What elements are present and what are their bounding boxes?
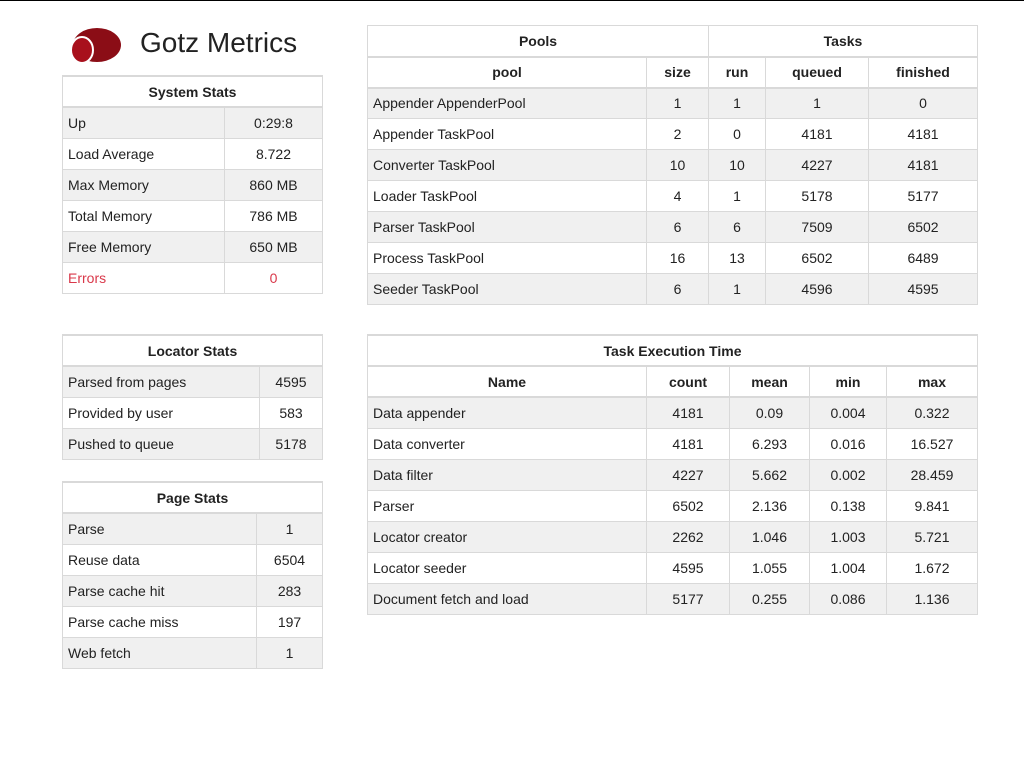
pool-name: Process TaskPool: [368, 243, 647, 274]
table-row: [368, 150, 978, 181]
pool-run: 13: [709, 243, 766, 274]
task-min: 0.086: [810, 583, 887, 614]
task-max: 1.136: [887, 583, 978, 614]
pool-size: 2: [647, 119, 709, 150]
task-count: 2262: [647, 521, 730, 552]
stat-value-total-memory: 786 MB: [225, 200, 323, 231]
column-header-name: Name: [368, 366, 647, 397]
page-stats-title: Page Stats: [63, 482, 323, 513]
table-row: [368, 119, 978, 150]
pool-queued: 6502: [766, 243, 869, 274]
task-max: 16.527: [887, 428, 978, 459]
pool-finished: 4595: [869, 274, 978, 305]
table-row: [368, 243, 978, 274]
task-max: 9.841: [887, 490, 978, 521]
page-stats-table: [62, 481, 323, 669]
task-mean: 1.046: [730, 521, 810, 552]
stat-value-max-memory: 860 MB: [225, 169, 323, 200]
table-row: [63, 366, 323, 397]
pool-name: Appender AppenderPool: [368, 88, 647, 119]
locator-label-pushed: Pushed to queue: [63, 428, 260, 459]
stat-label-total-memory: Total Memory: [63, 200, 225, 231]
task-name: Data appender: [368, 397, 647, 428]
system-stats-title: System Stats: [63, 76, 323, 107]
page-label-cache-hit: Parse cache hit: [63, 575, 257, 606]
task-name: Parser: [368, 490, 647, 521]
table-row: [63, 513, 323, 544]
pool-queued: 4596: [766, 274, 869, 305]
table-row: [63, 575, 323, 606]
table-row: [63, 138, 323, 169]
stat-label-free-memory: Free Memory: [63, 231, 225, 262]
locator-stats-title: Locator Stats: [63, 335, 323, 366]
column-header-count: count: [647, 366, 730, 397]
task-execution-table: [367, 334, 978, 615]
task-mean: 1.055: [730, 552, 810, 583]
task-name: Locator creator: [368, 521, 647, 552]
stat-value-load-average: 8.722: [225, 138, 323, 169]
pool-run: 1: [709, 88, 766, 119]
pool-run: 1: [709, 274, 766, 305]
pool-queued: 4227: [766, 150, 869, 181]
pool-name: Converter TaskPool: [368, 150, 647, 181]
locator-label-parsed: Parsed from pages: [63, 366, 260, 397]
pool-queued: 7509: [766, 212, 869, 243]
page-label-web-fetch: Web fetch: [63, 637, 257, 668]
column-header-run: run: [709, 57, 766, 88]
pool-name: Appender TaskPool: [368, 119, 647, 150]
stat-value-errors: 0: [225, 262, 323, 293]
stat-value-up: 0:29:8: [225, 107, 323, 138]
top-border: [0, 0, 1024, 1]
task-execution-title: Task Execution Time: [368, 335, 978, 366]
column-header-mean: mean: [730, 366, 810, 397]
table-row: [63, 637, 323, 668]
task-max: 0.322: [887, 397, 978, 428]
task-count: 6502: [647, 490, 730, 521]
task-min: 0.004: [810, 397, 887, 428]
locator-value-pushed: 5178: [260, 428, 323, 459]
table-row: [368, 459, 978, 490]
pool-finished: 6489: [869, 243, 978, 274]
table-row: [368, 181, 978, 212]
page-value-cache-miss: 197: [257, 606, 323, 637]
task-min: 0.002: [810, 459, 887, 490]
task-name: Document fetch and load: [368, 583, 647, 614]
task-min: 1.003: [810, 521, 887, 552]
table-row: [368, 397, 978, 428]
task-count: 4227: [647, 459, 730, 490]
page-label-reuse-data: Reuse data: [63, 544, 257, 575]
pools-group-header: Pools: [368, 26, 709, 57]
column-header-max: max: [887, 366, 978, 397]
table-row: [368, 274, 978, 305]
stat-label-max-memory: Max Memory: [63, 169, 225, 200]
task-min: 1.004: [810, 552, 887, 583]
pool-run: 1: [709, 181, 766, 212]
locator-value-provided: 583: [260, 397, 323, 428]
table-row: [368, 212, 978, 243]
pool-queued: 4181: [766, 119, 869, 150]
task-mean: 6.293: [730, 428, 810, 459]
table-row: [63, 200, 323, 231]
stat-label-errors: Errors: [63, 262, 225, 293]
task-count: 4181: [647, 428, 730, 459]
page-label-cache-miss: Parse cache miss: [63, 606, 257, 637]
pool-finished: 6502: [869, 212, 978, 243]
tasks-group-header: Tasks: [709, 26, 978, 57]
pool-size: 6: [647, 274, 709, 305]
task-min: 0.138: [810, 490, 887, 521]
pool-queued: 1: [766, 88, 869, 119]
column-header-min: min: [810, 366, 887, 397]
pool-run: 10: [709, 150, 766, 181]
pool-name: Parser TaskPool: [368, 212, 647, 243]
table-row: [63, 544, 323, 575]
pool-finished: 0: [869, 88, 978, 119]
table-row: [63, 169, 323, 200]
table-row: [63, 231, 323, 262]
task-min: 0.016: [810, 428, 887, 459]
pool-run: 6: [709, 212, 766, 243]
task-count: 4181: [647, 397, 730, 428]
pool-finished: 4181: [869, 119, 978, 150]
table-row: [368, 583, 978, 614]
task-name: Locator seeder: [368, 552, 647, 583]
pool-size: 16: [647, 243, 709, 274]
task-name: Data filter: [368, 459, 647, 490]
stat-label-up: Up: [63, 107, 225, 138]
page-label-parse: Parse: [63, 513, 257, 544]
table-row: [63, 606, 323, 637]
pool-name: Loader TaskPool: [368, 181, 647, 212]
page-value-reuse-data: 6504: [257, 544, 323, 575]
stat-value-free-memory: 650 MB: [225, 231, 323, 262]
locator-stats-table: [62, 334, 323, 460]
locator-value-parsed: 4595: [260, 366, 323, 397]
table-row: [368, 552, 978, 583]
task-name: Data converter: [368, 428, 647, 459]
page-value-web-fetch: 1: [257, 637, 323, 668]
table-row: [63, 397, 323, 428]
column-header-size: size: [647, 57, 709, 88]
task-mean: 2.136: [730, 490, 810, 521]
table-row: [368, 521, 978, 552]
task-count: 4595: [647, 552, 730, 583]
stat-label-load-average: Load Average: [63, 138, 225, 169]
task-mean: 0.09: [730, 397, 810, 428]
table-row: [368, 490, 978, 521]
column-header-queued: queued: [766, 57, 869, 88]
table-row: [368, 428, 978, 459]
pool-run: 0: [709, 119, 766, 150]
task-mean: 5.662: [730, 459, 810, 490]
column-header-finished: finished: [869, 57, 978, 88]
pool-name: Seeder TaskPool: [368, 274, 647, 305]
task-max: 5.721: [887, 521, 978, 552]
table-row: [368, 88, 978, 119]
table-row: [63, 262, 323, 293]
gotz-logo-icon: [68, 24, 124, 66]
task-count: 5177: [647, 583, 730, 614]
app-title: Gotz Metrics: [140, 27, 298, 58]
table-row: [63, 428, 323, 459]
pool-finished: 5177: [869, 181, 978, 212]
task-max: 28.459: [887, 459, 978, 490]
pool-size: 1: [647, 88, 709, 119]
pool-size: 6: [647, 212, 709, 243]
pool-size: 10: [647, 150, 709, 181]
pool-finished: 4181: [869, 150, 978, 181]
task-mean: 0.255: [730, 583, 810, 614]
task-max: 1.672: [887, 552, 978, 583]
pool-size: 4: [647, 181, 709, 212]
locator-label-provided: Provided by user: [63, 397, 260, 428]
table-row: [63, 107, 323, 138]
pools-table: [367, 25, 978, 305]
page-value-parse: 1: [257, 513, 323, 544]
system-stats-table: [62, 75, 323, 294]
column-header-pool: pool: [368, 57, 647, 88]
pool-queued: 5178: [766, 181, 869, 212]
page-value-cache-hit: 283: [257, 575, 323, 606]
